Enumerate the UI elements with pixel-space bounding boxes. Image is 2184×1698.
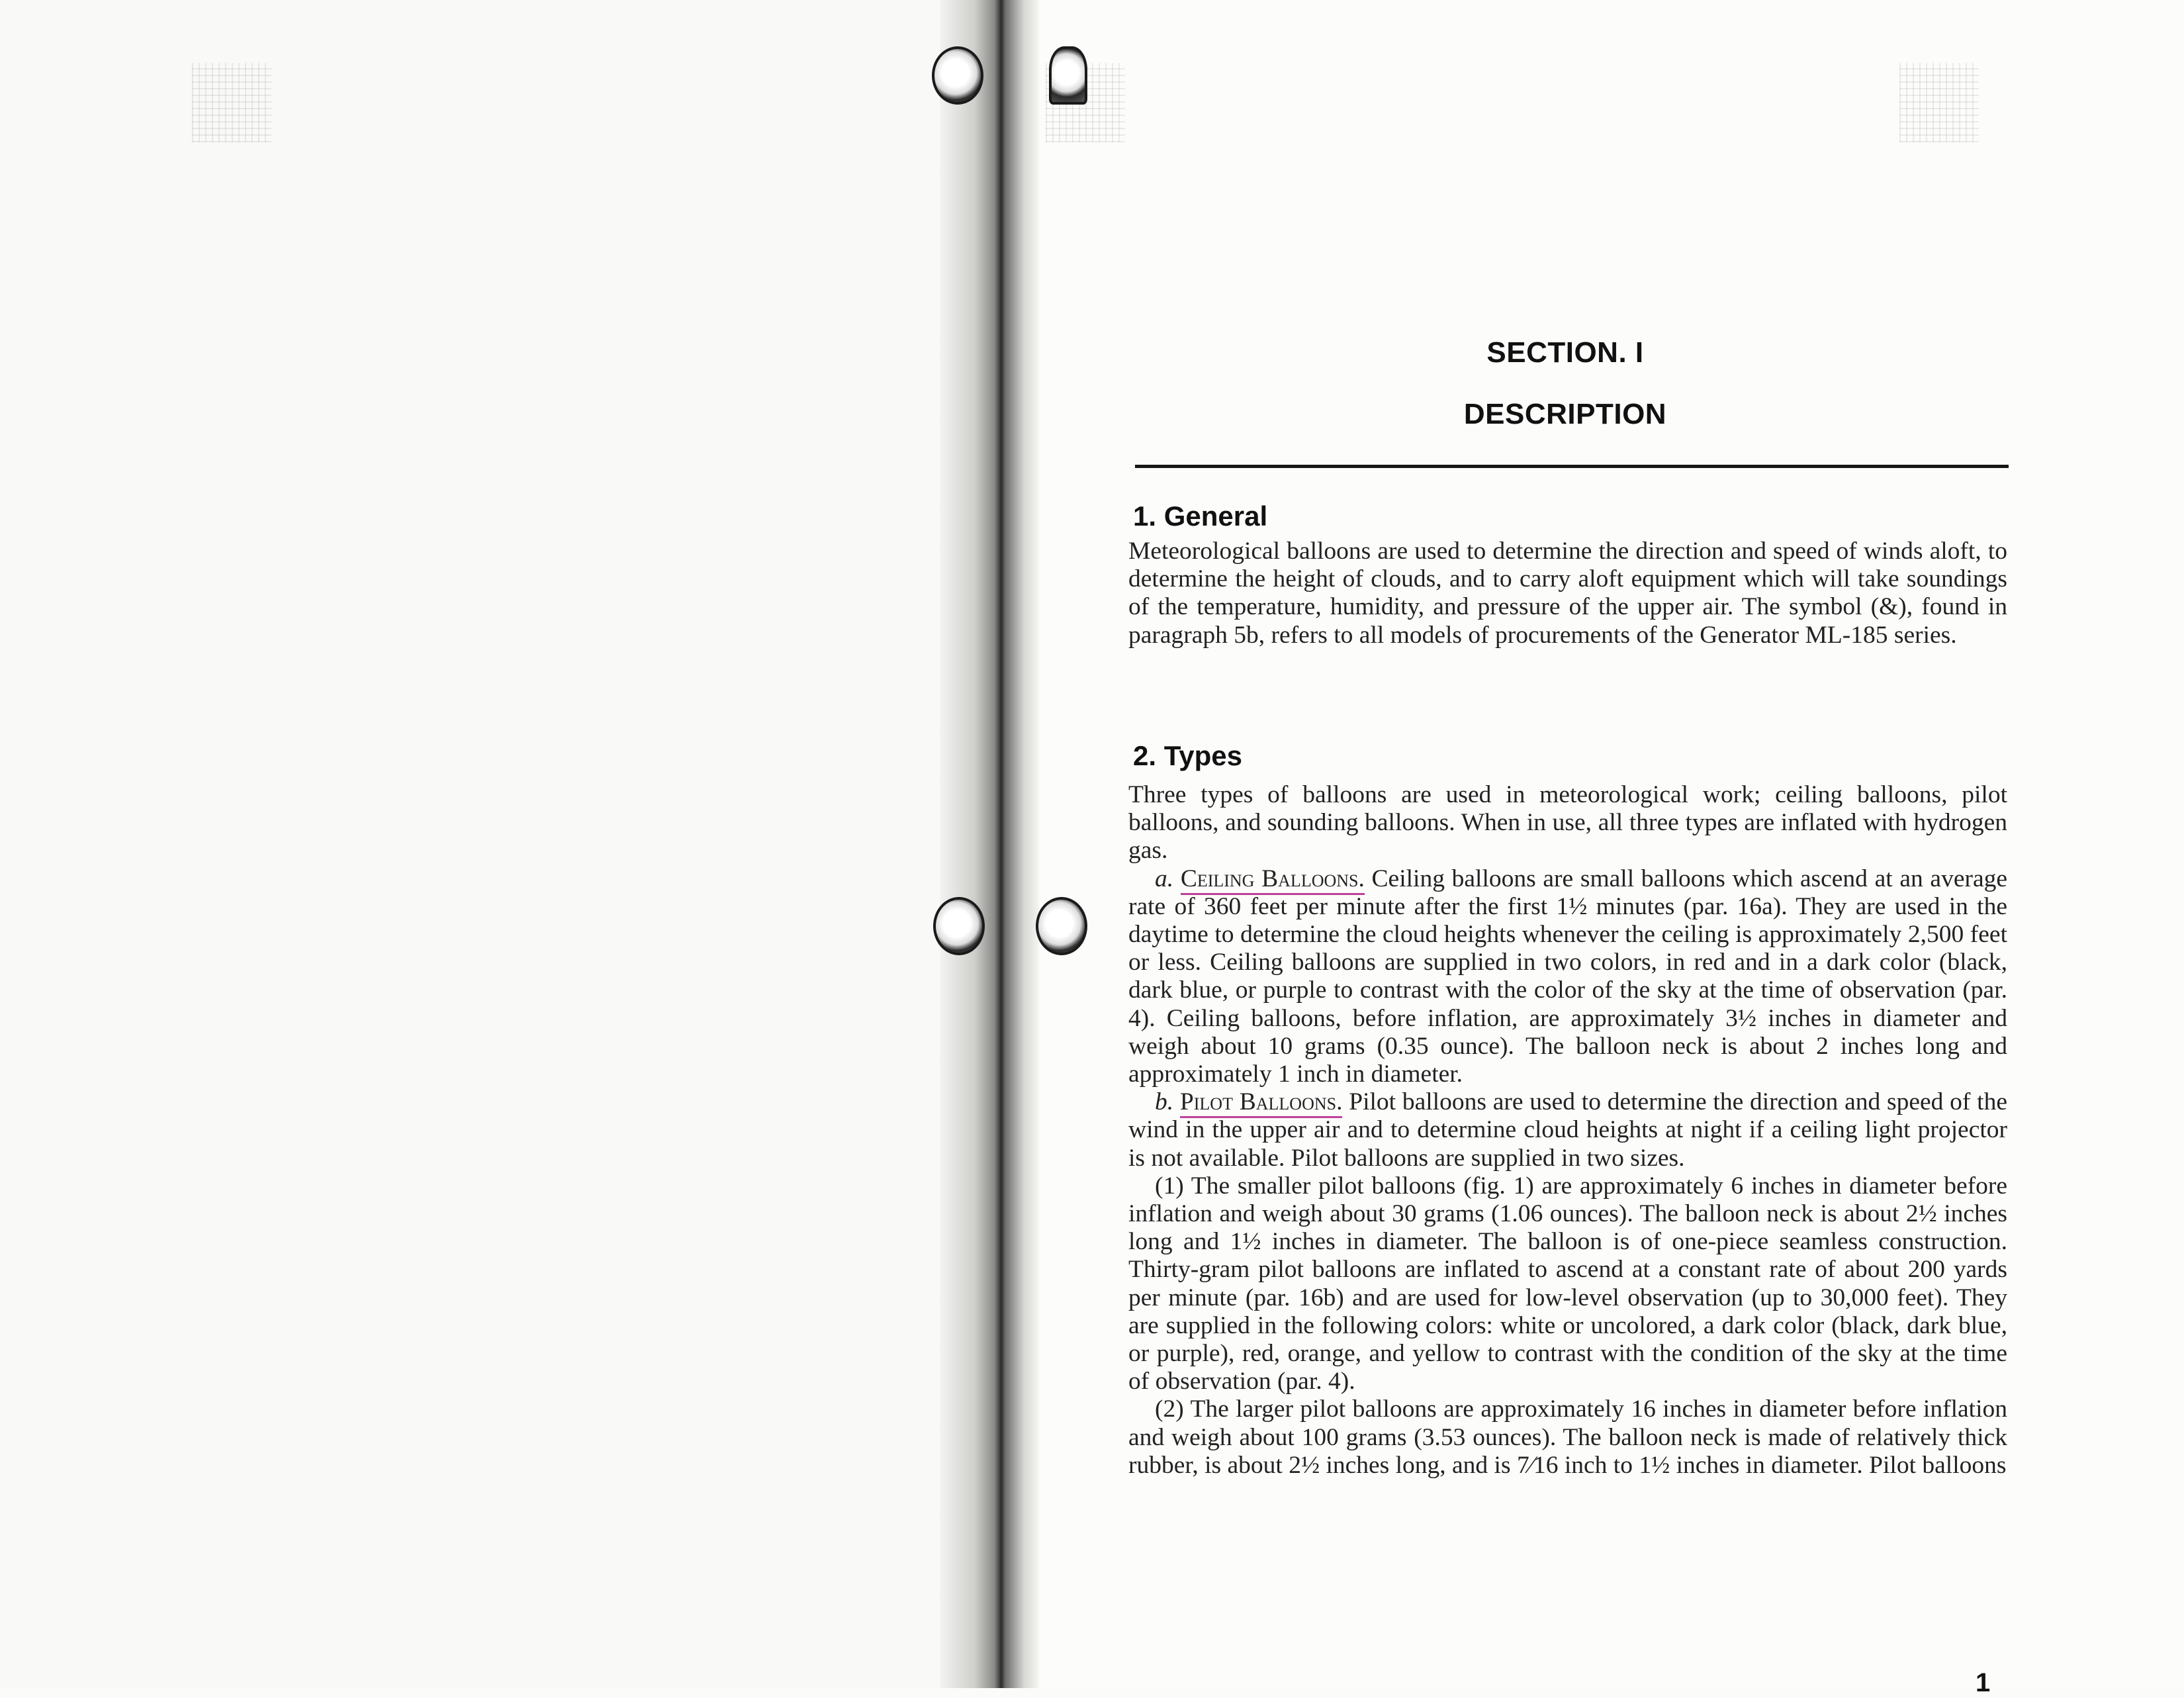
ceiling-title: Ceiling Balloons. <box>1181 865 1365 895</box>
section-title: DESCRIPTION <box>1463 398 1667 430</box>
heading-types: 2. Types <box>1133 740 1242 771</box>
punch-hole <box>932 46 983 105</box>
general-paragraph <box>1128 538 2007 649</box>
ceiling-balloons-paragraph <box>1128 865 2007 1089</box>
title-rule <box>1135 465 2009 468</box>
pilot-letter: b. <box>1155 1088 1174 1116</box>
faint-registration-mark <box>1899 63 1979 142</box>
types-intro: Three types of balloons are used in meteorological work; ceiling balloons, pilot balloons, and sounding balloons. When in use, all three types are inflated with hydrogen gas. <box>1128 781 2007 865</box>
faint-registration-mark <box>192 63 271 142</box>
page-number: 1 <box>1976 1668 1991 1697</box>
pilot-text: Pilot balloons are used to determine the direction and speed of the wind in the upper air and to determine cloud heights at night if a ceiling light projector is not available. Pilot balloons are supplied in two sizes. <box>1128 1088 2007 1172</box>
left-blank-page <box>0 0 993 1688</box>
pilot-sub-1: (1) The smaller pilot balloons (fig. 1) are approximately 6 inches in diameter before inflation and weigh about 30 grams (1.06 ounces). The balloon neck is about 2½ inches long and 1½ inches in diameter. The balloon is of one-piece seamless construction. Thirty-gram pilot balloons are inflated to ascend at a constant rate of about 200 yards per minute (par. 16b) and are used for low-level observation (up to 30,000 feet). They are supplied in the following colors: white or uncolored, a dark color (black, dark blue, or purple), red, orange, and yellow to contrast with the condition of the sky at the time of observation (par. 4). <box>1128 1172 2007 1395</box>
types-section <box>1128 781 2007 1480</box>
pilot-balloons-paragraph <box>1128 1088 2007 1172</box>
ceiling-text: Ceiling balloons are small balloons which ascend at an average rate of 360 feet per minute after the first 1½ minutes (par. 16a). They are used in the daytime to determine the cloud heights whenever the ceiling is approximately 2,500 feet or less. Ceiling balloons are supplied in two colors, in red and in a dark color (black, dark blue, or purple to contrast with the color of the sky at the time of observation (par. 4). Ceiling balloons, before inflation, are approximately 3½ inches in diameter and weigh about 10 grams (0.35 ounce). The balloon neck is about 2 inches long and approximately 1 inch in diameter. <box>1128 865 2007 1088</box>
pilot-title: Pilot Balloons. <box>1180 1088 1343 1118</box>
punch-hole <box>1036 897 1087 955</box>
binder-spine <box>940 0 1039 1688</box>
pilot-sub-2: (2) The larger pilot balloons are approximately 16 inches in diameter before inflation and weigh about 100 grams (3.53 ounces). The balloon neck is made of relatively thick rubber, is about 2½ inches long, and is 7⁄16 inch to 1½ inches in diameter. Pilot balloons <box>1128 1395 2007 1479</box>
punch-hole <box>933 897 985 955</box>
heading-general: 1. General <box>1133 500 1268 532</box>
punch-hole <box>1049 46 1087 105</box>
section-number: SECTION. I <box>1486 336 1644 369</box>
general-text: Meteorological balloons are used to determine the direction and speed of winds aloft, to determine the height of clouds, and to carry aloft equipment which will take soundings of the temperature, humidity, and pressure of the upper air. The symbol (&), found in paragraph 5b, refers to all models of procurements of the Generator ML-185 series. <box>1128 538 2007 649</box>
ceiling-letter: a. <box>1155 865 1174 892</box>
